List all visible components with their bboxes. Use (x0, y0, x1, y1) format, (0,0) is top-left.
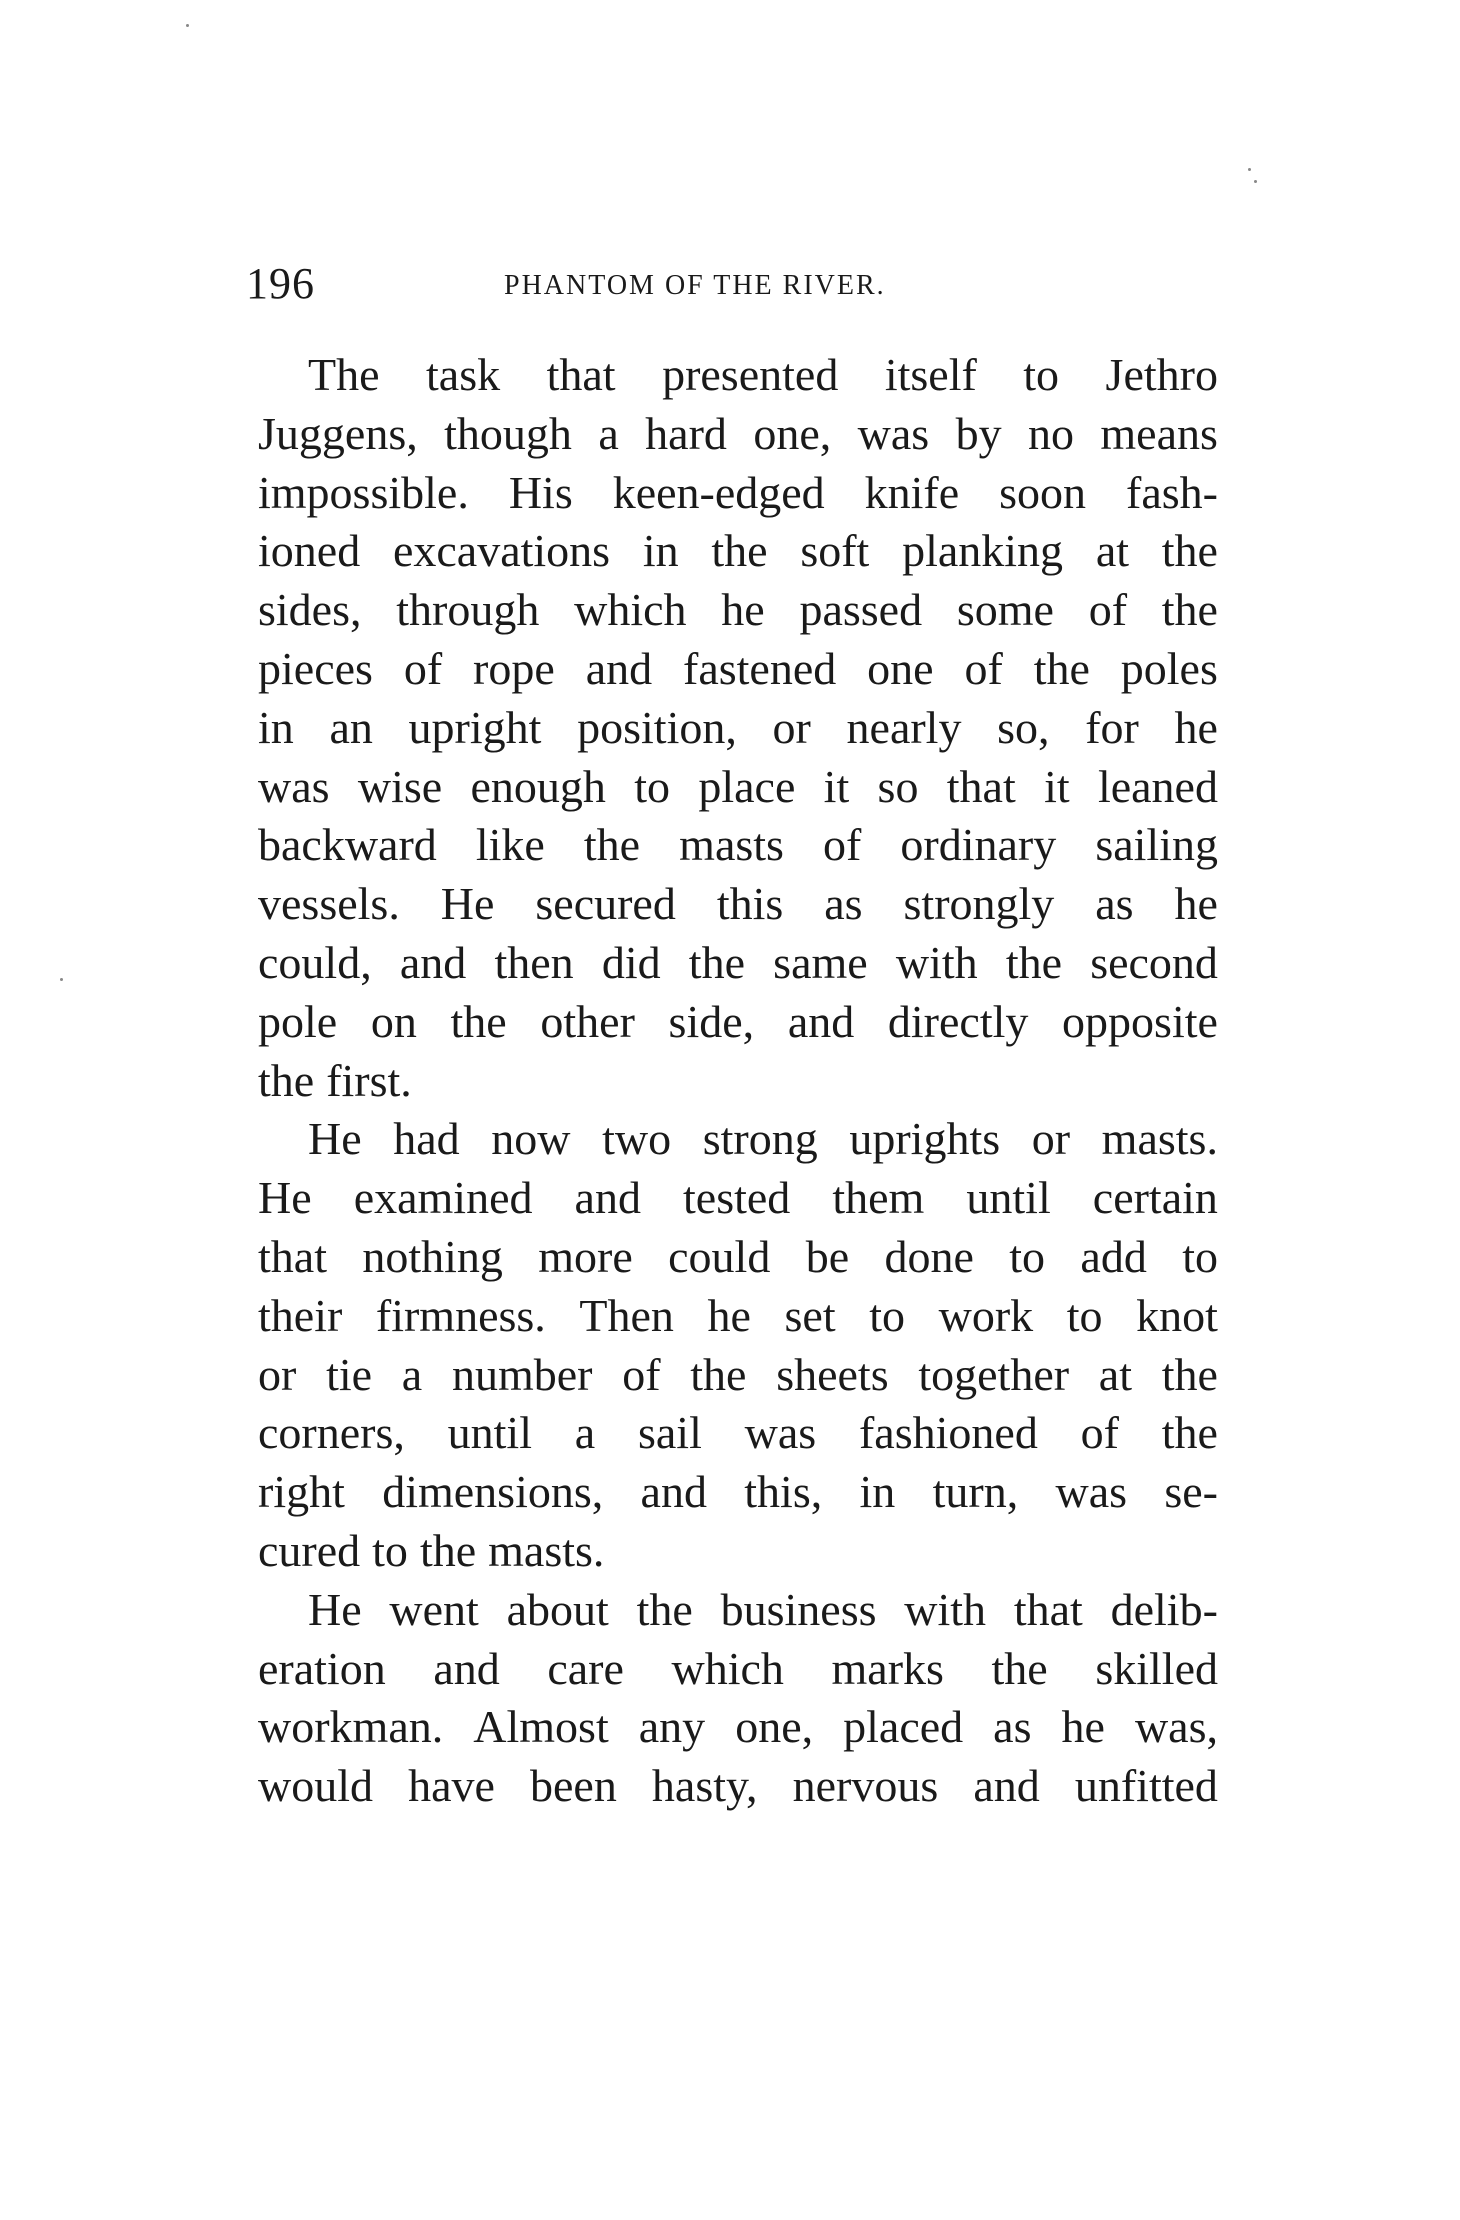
running-title: PHANTOM OF THE RIVER. (504, 270, 886, 301)
running-head (246, 258, 1238, 308)
paper-speck (60, 978, 63, 981)
page-number: 196 (246, 259, 315, 308)
text-line: He examined and tested them until certain (258, 1172, 1218, 1224)
text-line: that nothing more could be done to add to (258, 1230, 1218, 1282)
text-line: was wise enough to place it so that it leaned (258, 760, 1218, 812)
text-line: their firmness. Then he set to work to knot (258, 1289, 1218, 1341)
paragraph (258, 1110, 1218, 1580)
paper-speck (1248, 168, 1251, 171)
text-line: in an upright position, or nearly so, for he (258, 701, 1218, 753)
text-line: vessels. He secured this as strongly as he (258, 878, 1218, 930)
text-line: pole on the other side, and directly opposite (258, 995, 1218, 1047)
paper-speck (186, 24, 189, 27)
text-line: right dimensions, and this, in turn, was se- (258, 1466, 1218, 1518)
text-line: The task that presented itself to Jethro (308, 349, 1218, 400)
paragraph (258, 346, 1218, 1110)
text-line: or tie a number of the sheets together at the (258, 1348, 1218, 1400)
paper-speck (1254, 180, 1257, 183)
text-line: could, and then did the same with the second (258, 936, 1218, 988)
text-line: sides, through which he passed some of the (258, 584, 1218, 636)
text-line: He had now two strong uprights or masts. (308, 1113, 1218, 1165)
text-line: pieces of rope and fastened one of the poles (258, 642, 1218, 694)
text-line: He went about the business with that delib- (308, 1583, 1218, 1635)
text-line: cured to the masts. (258, 1524, 605, 1576)
text-line: Juggens, though a hard one, was by no means (258, 407, 1218, 459)
text-line: corners, until a sail was fashioned of the (258, 1407, 1218, 1459)
text-line: would have been hasty, nervous and unfitted (258, 1760, 1218, 1812)
paragraph (258, 1581, 1218, 1816)
text-line: ioned excavations in the soft planking at the (258, 525, 1218, 577)
body-text (258, 346, 1218, 1816)
text-line: workman. Almost any one, placed as he was, (258, 1701, 1218, 1753)
text-line: the first. (258, 1054, 412, 1106)
text-line: eration and care which marks the skilled (258, 1642, 1218, 1694)
text-line: backward like the masts of ordinary sailing (258, 819, 1218, 871)
text-line: impossible. His keen-edged knife soon fash- (258, 466, 1218, 518)
